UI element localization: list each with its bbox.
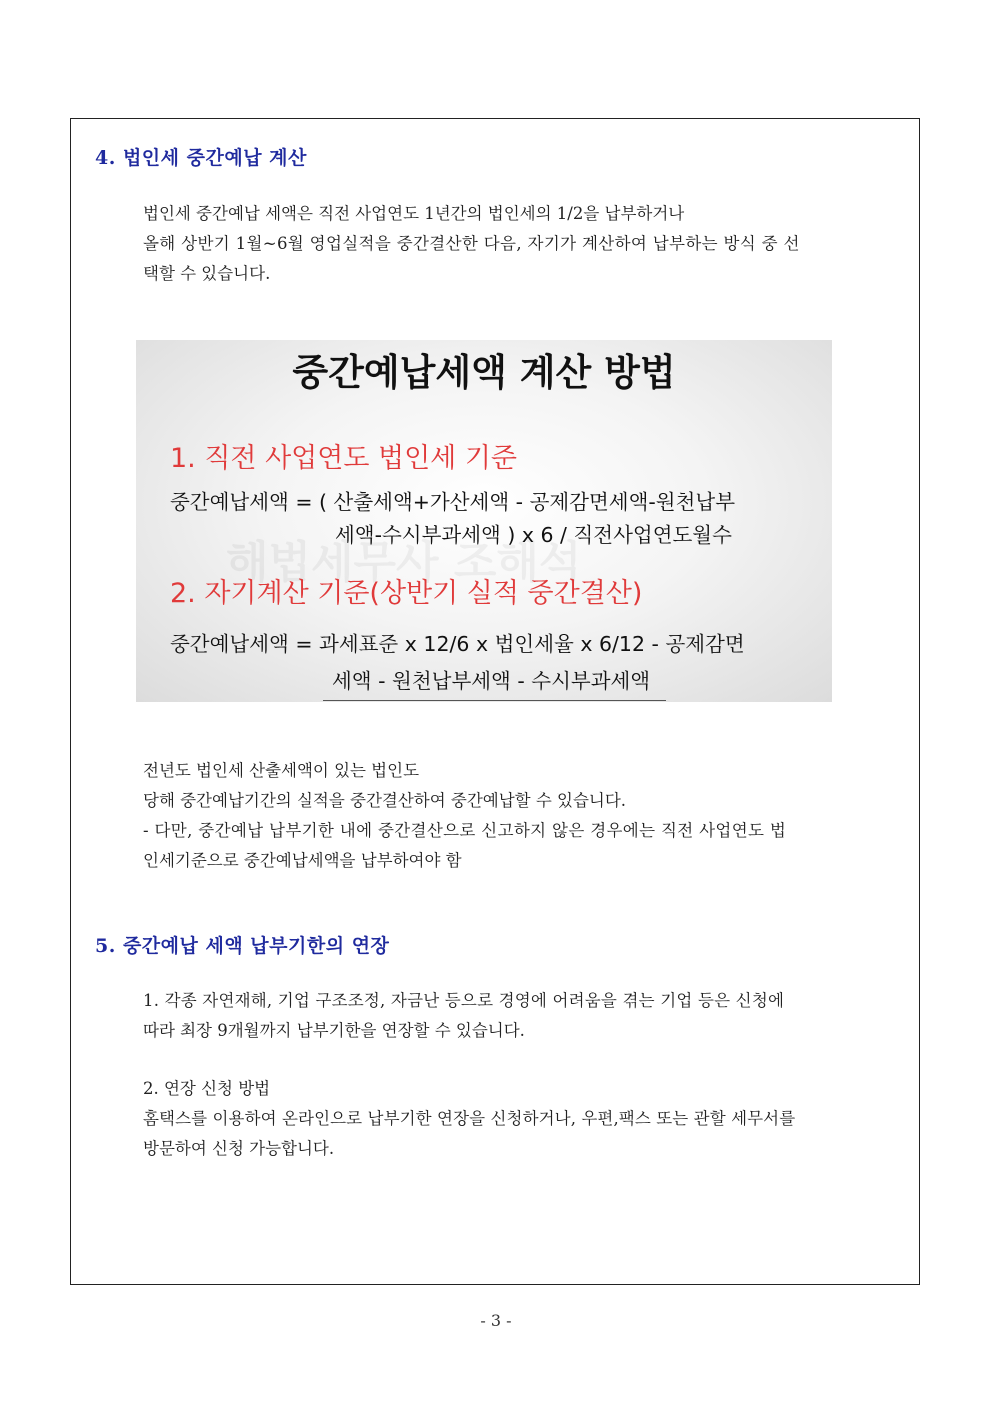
calculation-method-figure [136, 340, 832, 702]
note-line: 당해 중간예납기간의 실적을 중간결산하여 중간예납할 수 있습니다. [143, 791, 627, 810]
method-2-formula-line-1: 중간예납세액 = 과세표준 x 12/6 x 법인세율 x 6/12 - 공제감면 [170, 632, 745, 656]
section-4-intro [143, 199, 899, 289]
section-4-heading: 4. 법인세 중간예납 계산 [95, 147, 307, 169]
page-number: - 3 - [480, 1311, 512, 1330]
method-1-title: 1. 직전 사업연도 법인세 기준 [170, 443, 517, 474]
method-2-formula-line-2: 세액 - 원천납부세액 - 수시부과세액 [332, 669, 651, 693]
section-5-item-2 [143, 1074, 899, 1164]
content-frame [70, 118, 920, 1285]
method-2-title: 2. 자기계산 기준(상반기 실적 중간결산) [170, 578, 643, 609]
note-line: 인세기준으로 중간예납세액을 납부하여야 함 [143, 851, 462, 870]
item-2-line: 방문하여 신청 가능합니다. [143, 1139, 335, 1158]
note-line: 전년도 법인세 산출세액이 있는 법인도 [143, 761, 420, 780]
section-5-heading: 5. 중간예납 세액 납부기한의 연장 [95, 935, 390, 957]
note-line: - 다만, 중간예납 납부기한 내에 중간결산으로 신고하지 않은 경우에는 직전 사업연도 법 [143, 821, 787, 840]
item-1-line: 따라 최장 9개월까지 납부기한을 연장할 수 있습니다. [143, 1021, 525, 1040]
section-5-item-1 [143, 986, 899, 1046]
intro-line: 올해 상반기 1월~6월 영업실적을 중간결산한 다음, 자기가 계산하여 납부하는 방식 중 선 [143, 234, 800, 253]
figure-watermark: 해법세무사 조해석 [226, 537, 582, 588]
item-2-line: 2. 연장 신청 방법 [143, 1079, 271, 1098]
figure-title: 중간예납세액 계산 방법 [292, 351, 676, 394]
item-2-line: 홈택스를 이용하여 온라인으로 납부기한 연장을 신청하거나, 우편,팩스 또는 관할 세무서를 [143, 1109, 796, 1128]
section-4-note [143, 756, 899, 876]
intro-line: 택할 수 있습니다. [143, 264, 271, 283]
intro-line: 법인세 중간예납 세액은 직전 사업연도 1년간의 법인세의 1/2을 납부하거나 [143, 204, 685, 223]
method-1-formula-line-1: 중간예납세액 = ( 산출세액+가산세액 - 공제감면세액-원천납부 [170, 490, 735, 514]
figure-underline [323, 700, 666, 701]
item-1-line: 1. 각종 자연재해, 기업 구조조정, 자금난 등으로 경영에 어려움을 겪는 기업 등은 신청에 [143, 991, 785, 1010]
method-1-formula-line-2: 세액-수시부과세액 ) x 6 / 직전사업연도월수 [335, 523, 732, 547]
